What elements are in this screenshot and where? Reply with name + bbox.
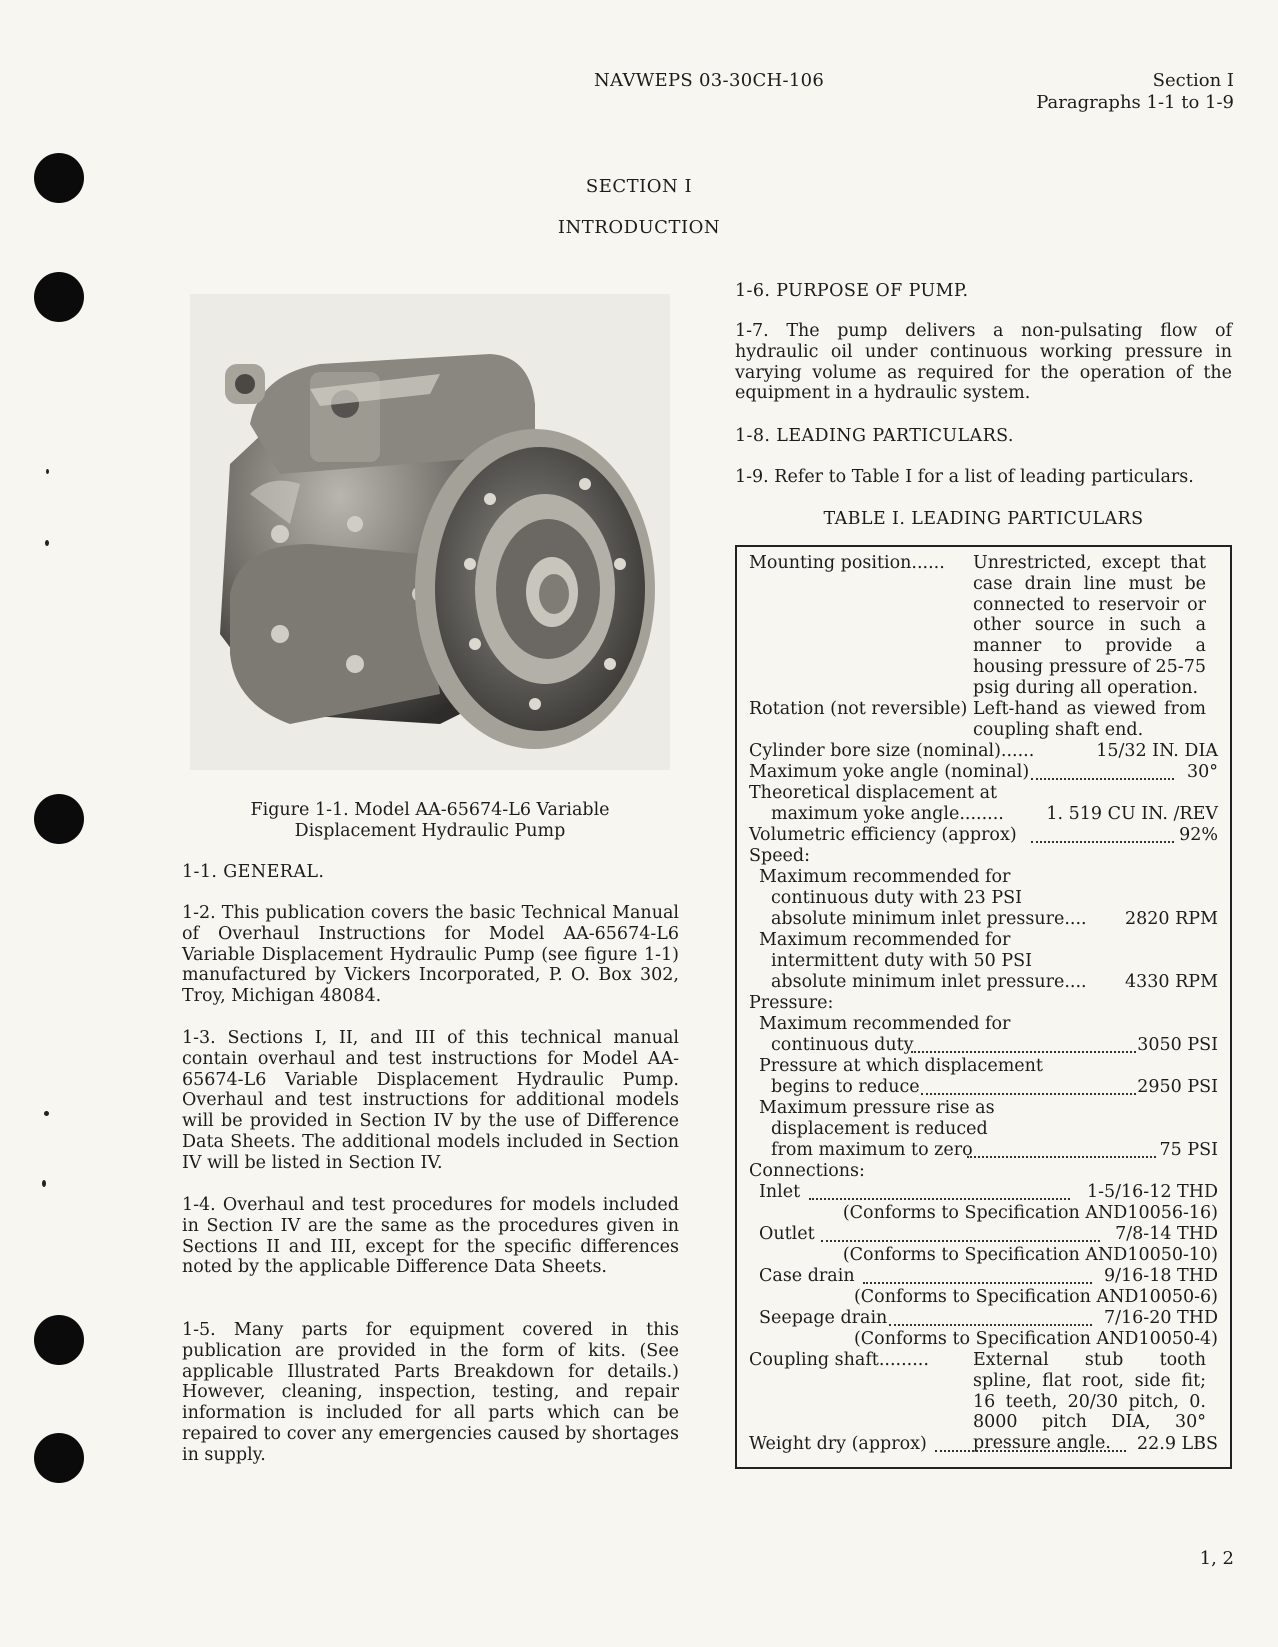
dot-leader	[921, 1093, 1136, 1095]
press-disp-line1: Pressure at which displacement	[759, 1056, 1043, 1076]
figure-caption	[190, 800, 670, 842]
connections-label: Connections:	[749, 1161, 865, 1181]
table-row-press-rise-3	[749, 1140, 1218, 1161]
dot-leader	[911, 1051, 1136, 1053]
table-row-speed-int-3	[749, 972, 1218, 993]
dot-leader	[863, 1282, 1092, 1284]
section-title: SECTION I	[585, 176, 693, 197]
leading-particulars-table	[735, 545, 1232, 1469]
table-row-press-disp-2	[749, 1077, 1218, 1098]
dot-leader	[935, 1450, 1126, 1452]
table-row-theoretical	[749, 783, 1218, 804]
dot-leader	[1031, 778, 1174, 780]
outlet-label: Outlet	[759, 1224, 815, 1244]
table-row-press-rise-1	[749, 1098, 1218, 1119]
coupling-value: External stub tooth spline, flat root, side fit; 16 teeth, 20/30 pitch, 0. 8000 pitch DIA, 30° pressure angle.	[973, 1350, 1206, 1454]
table-row-press-max-1	[749, 1014, 1218, 1035]
press-max-line2: continuous duty	[771, 1035, 914, 1055]
speed-cont-line3: absolute minimum inlet pressure....	[771, 909, 1087, 929]
paragraph-1-4: 1-4. Overhaul and test procedures for models included in Section IV are the same as the procedures given in Sections II and III, except for the specific differences noted by the applicable Difference Data Sheets.	[182, 1195, 679, 1278]
table-row-press-disp-1	[749, 1056, 1218, 1077]
speed-int-line2: intermittent duty with 50 PSI	[771, 951, 1033, 971]
table-row-inlet	[749, 1182, 1218, 1203]
mounting-value: Unrestricted, except that case drain line must be connected to reservoir or other source in such a manner to provide a housing pressure of 25-75 psig during all operation.	[973, 553, 1206, 698]
speed-int-line1: Maximum recommended for	[759, 930, 1011, 950]
yoke-label: Maximum yoke angle (nominal)	[749, 762, 1030, 782]
heading-1-8: 1-8. LEADING PARTICULARS.	[735, 426, 1014, 446]
table-row-speed-int-2	[749, 951, 1218, 972]
theoretical-sub-label: maximum yoke angle........	[771, 804, 1004, 824]
scan-speck	[44, 1111, 49, 1116]
binder-hole	[34, 794, 84, 844]
page-number: 1, 2	[1199, 1548, 1234, 1569]
table-row-connections	[749, 1161, 1218, 1182]
speed-cont-line1: Maximum recommended for	[759, 867, 1011, 887]
table-row-seepage-drain	[749, 1308, 1218, 1329]
press-max-line1: Maximum recommended for	[759, 1014, 1011, 1034]
rotation-label: Rotation (not reversible)	[749, 699, 968, 719]
dot-leader	[1031, 841, 1174, 843]
press-rise-line3: from maximum to zero	[771, 1140, 973, 1160]
table-row-speed-cont-3	[749, 909, 1218, 930]
table-title: TABLE I. LEADING PARTICULARS	[823, 509, 1144, 529]
table-row-pressure	[749, 993, 1218, 1014]
heading-1-1: 1-1. GENERAL.	[182, 862, 325, 882]
binder-hole	[34, 1433, 84, 1483]
table-row-press-rise-2	[749, 1119, 1218, 1140]
outlet-spec: (Conforms to Specification AND10050-10)	[842, 1245, 1218, 1265]
bore-value: 15/32 IN. DIA	[1096, 741, 1218, 761]
table-row-press-max-2	[749, 1035, 1218, 1056]
press-disp-line2: begins to reduce	[771, 1077, 920, 1097]
press-rise-value: 75 PSI	[1159, 1140, 1218, 1160]
table-row-speed	[749, 846, 1218, 867]
press-rise-line1: Maximum pressure rise as	[759, 1098, 995, 1118]
figure-caption-line1: Figure 1-1. Model AA-65674-L6 Variable	[250, 800, 610, 820]
inlet-label: Inlet	[759, 1182, 801, 1202]
scan-speck	[46, 469, 49, 474]
table-row-volumetric	[749, 825, 1218, 846]
rotation-value: Left-hand as viewed from coupling shaft end.	[973, 699, 1206, 740]
coupling-label: Coupling shaft.........	[749, 1350, 929, 1370]
speed-label: Speed:	[749, 846, 811, 866]
dot-leader	[809, 1198, 1070, 1200]
case-drain-spec: (Conforms to Specification AND10050-6)	[853, 1287, 1218, 1307]
press-max-value: 3050 PSI	[1137, 1035, 1218, 1055]
seepage-drain-value: 7/16-20 THD	[1103, 1308, 1218, 1328]
theoretical-label: Theoretical displacement at	[749, 783, 998, 803]
figure-caption-line2: Displacement Hydraulic Pump	[294, 821, 566, 841]
weight-label: Weight dry (approx)	[749, 1434, 927, 1454]
speed-int-value: 4330 RPM	[1125, 972, 1218, 992]
paragraph-1-2: 1-2. This publication covers the basic Technical Manual of Overhaul Instructions for Model AA-65674-L6 Variable Displacement Hydraulic Pump (see figure 1-1) manufactured by Vickers Incorporated, P. O. Box 302, Troy, Michigan 48084.	[182, 903, 679, 1007]
table-row-speed-cont-2	[749, 888, 1218, 909]
header-paragraphs: Paragraphs 1-1 to 1-9	[1036, 92, 1234, 113]
table-row-seepage-spec	[749, 1329, 1218, 1350]
mounting-label: Mounting position......	[749, 553, 945, 573]
bore-label: Cylinder bore size (nominal)......	[749, 741, 1035, 761]
table-row-case-spec	[749, 1287, 1218, 1308]
table-row-theoretical-sub	[749, 804, 1218, 825]
inlet-spec: (Conforms to Specification AND10056-16)	[842, 1203, 1218, 1223]
dot-leader	[889, 1324, 1092, 1326]
seepage-drain-spec: (Conforms to Specification AND10050-4)	[853, 1329, 1218, 1349]
outlet-value: 7/8-14 THD	[1115, 1224, 1218, 1244]
yoke-value: 30°	[1186, 762, 1218, 782]
table-row-outlet	[749, 1224, 1218, 1245]
table-row-speed-cont-1	[749, 867, 1218, 888]
table-row-yoke	[749, 762, 1218, 783]
header-section-ref	[1036, 70, 1234, 114]
pressure-label: Pressure:	[749, 993, 834, 1013]
pump-photo	[190, 294, 670, 770]
table-row-bore	[749, 741, 1218, 762]
table-row-weight	[749, 1434, 1218, 1455]
seepage-drain-label: Seepage drain	[759, 1308, 888, 1328]
dot-leader	[821, 1240, 1100, 1242]
case-drain-label: Case drain	[759, 1266, 855, 1286]
volumetric-value: 92%	[1179, 825, 1218, 845]
header-section: Section I	[1152, 70, 1234, 91]
binder-hole	[34, 1315, 84, 1365]
paragraph-1-5: 1-5. Many parts for equipment covered in this publication are provided in the form of kits. (See applicable Illustrated Parts Breakdown for details.) However, cleaning, inspection, testing, and repair information is included for all parts which can be repaired to cover any emergencies caused by shortages in supply.	[182, 1320, 679, 1465]
scan-speck	[42, 1180, 46, 1187]
speed-cont-value: 2820 RPM	[1125, 909, 1218, 929]
press-disp-value: 2950 PSI	[1137, 1077, 1218, 1097]
binder-hole	[34, 272, 84, 322]
heading-1-6: 1-6. PURPOSE OF PUMP.	[735, 281, 969, 301]
table-row-case-drain	[749, 1266, 1218, 1287]
inlet-value: 1-5/16-12 THD	[1086, 1182, 1218, 1202]
paragraph-1-9: 1-9. Refer to Table I for a list of leading particulars.	[735, 467, 1194, 487]
speed-int-line3: absolute minimum inlet pressure....	[771, 972, 1087, 992]
theoretical-value: 1. 519 CU IN. /REV	[1046, 804, 1218, 824]
paragraph-1-3: 1-3. Sections I, II, and III of this technical manual contain overhaul and test instructions for Model AA-65674-L6 Variable Displacement Hydraulic Pump. Overhaul and test instructions for additional models will be provided in Section IV by the use of Difference Data Sheets. The additional models included in Section IV will be listed in Section IV.	[182, 1028, 679, 1173]
document-number: NAVWEPS 03-30CH-106	[594, 70, 825, 91]
speed-cont-line2: continuous duty with 23 PSI	[771, 888, 1023, 908]
section-subtitle: INTRODUCTION	[557, 217, 721, 238]
table-row-speed-int-1	[749, 930, 1218, 951]
press-rise-line2: displacement is reduced	[771, 1119, 988, 1139]
weight-value: 22.9 LBS	[1137, 1434, 1218, 1454]
paragraph-1-7: 1-7. The pump delivers a non-pulsating flow of hydraulic oil under continuous working pressure in varying volume as required for the operation of the equipment in a hydraulic system.	[735, 321, 1232, 404]
case-drain-value: 9/16-18 THD	[1103, 1266, 1218, 1286]
dot-leader	[967, 1156, 1156, 1158]
scan-speck	[45, 540, 49, 546]
table-row-inlet-spec	[749, 1203, 1218, 1224]
table-row-outlet-spec	[749, 1245, 1218, 1266]
volumetric-label: Volumetric efficiency (approx)	[749, 825, 1017, 845]
